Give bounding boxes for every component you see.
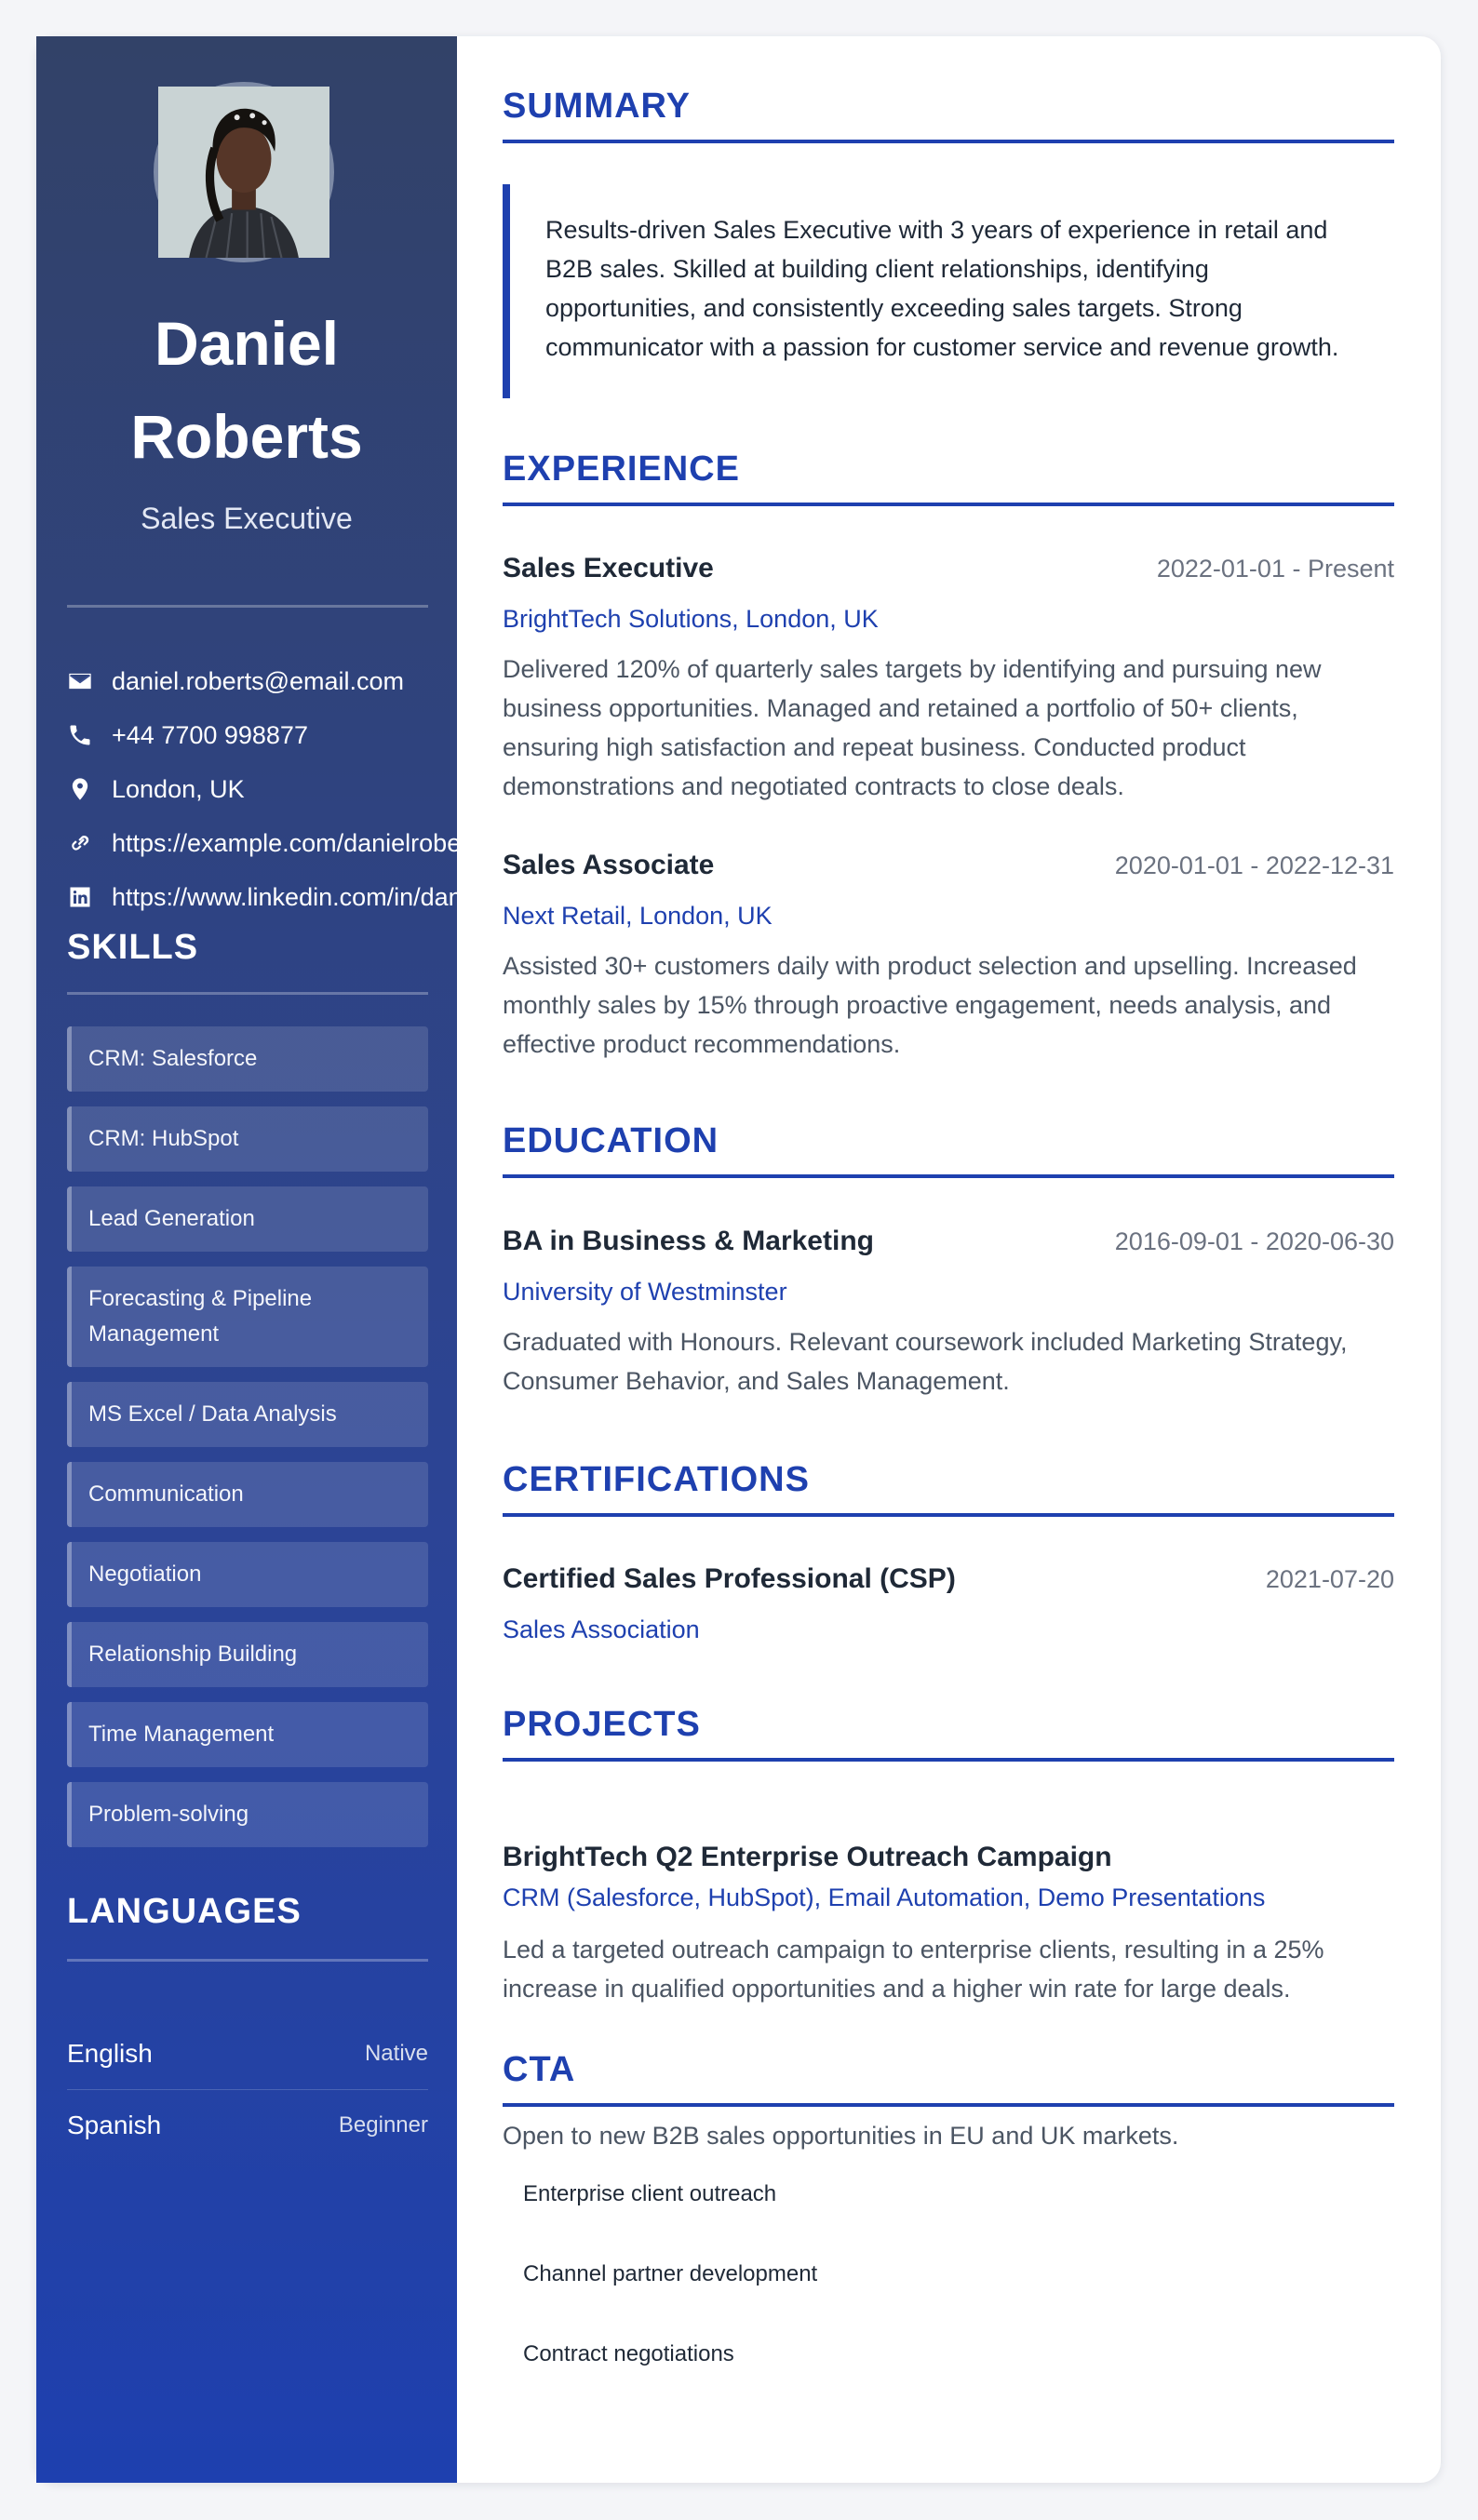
resume-page: [36, 36, 1441, 2483]
skill-item: Time Management: [67, 1702, 428, 1767]
summary-heading: SUMMARY: [503, 87, 1394, 143]
skill-item: Relationship Building: [67, 1622, 428, 1687]
first-name: Daniel: [154, 309, 340, 378]
education-item: [503, 1218, 1394, 1401]
language-level: Native: [364, 2041, 428, 2066]
languages-heading: LANGUAGES: [67, 1892, 302, 1931]
certifications-heading: CERTIFICATIONS: [503, 1460, 1394, 1517]
experience-item: [503, 545, 1394, 806]
school-name: University of Westminster: [503, 1278, 787, 1306]
skill-item: CRM: Salesforce: [67, 1026, 428, 1092]
job-company: BrightTech Solutions, London, UK: [503, 605, 879, 633]
certification-date: 2021-07-20: [1265, 1564, 1394, 1593]
language-item: [67, 2018, 428, 2090]
project-name: BrightTech Q2 Enterprise Outreach Campaign: [503, 1842, 1112, 1872]
skill-item: Negotiation: [67, 1542, 428, 1607]
contact-phone[interactable]: [67, 708, 477, 762]
languages-list: [67, 2018, 428, 2161]
skill-item: Problem-solving: [67, 1782, 428, 1847]
education-dates: 2016-09-01 - 2020-06-30: [1114, 1226, 1394, 1255]
full-name: [36, 297, 457, 483]
cta-list: [523, 2181, 817, 2421]
cta-text: Open to new B2B sales opportunities in EU and UK markets.: [503, 2122, 1179, 2150]
contact-website[interactable]: [67, 816, 490, 870]
language-name: English: [67, 2039, 153, 2068]
contact-text: +44 7700 998877: [112, 720, 308, 749]
cta-heading: CTA: [503, 2050, 1394, 2107]
job-role: Sales Executive: [503, 553, 714, 583]
job-dates: 2020-01-01 - 2022-12-31: [1114, 851, 1394, 879]
cta-item: Enterprise client outreach: [523, 2181, 777, 2206]
contact-text: London, UK: [112, 774, 245, 803]
experience-heading: EXPERIENCE: [503, 449, 1394, 506]
experience-item: [503, 842, 1394, 1064]
contact-list: [67, 654, 566, 924]
job-title: Sales Executive: [141, 502, 353, 535]
skill-item: Communication: [67, 1462, 428, 1527]
certification-issuer: Sales Association: [503, 1615, 700, 1643]
contact-location: [67, 762, 477, 816]
job-description: Assisted 30+ customers daily with product selection and upselling. Increased monthly sales by 15% through proactive engagement, needs analysis, and effective product recommendations.: [503, 952, 1357, 1058]
project-item: [503, 1839, 1394, 2008]
skills-list: [67, 1026, 428, 1862]
linkedin-icon: [67, 884, 112, 910]
map-pin-icon: [67, 776, 112, 802]
education-description: Graduated with Honours. Relevant coursework included Marketing Strategy, Consumer Behavior, and Sales Management.: [503, 1328, 1348, 1395]
job-description: Delivered 120% of quarterly sales targets by identifying and pursuing new business opportunities. Managed and retained a portfolio of 50+ clients, ensuring high satisfaction and repeat business. Conducted product demonstrations and negotiated contracts to close deals.: [503, 655, 1322, 800]
avatar: [154, 82, 334, 262]
cta-item: Contract negotiations: [523, 2341, 734, 2366]
certification-name: Certified Sales Professional (CSP): [503, 1563, 956, 1594]
summary-text: Results-driven Sales Executive with 3 years of experience in retail and B2B sales. Skilled at building client relationships, identifying opportunities, and consistently exceeding sales targets. Strong communicator with a passion for customer service and revenue growth.: [503, 184, 1394, 398]
cta-item: Channel partner development: [523, 2261, 818, 2286]
contact-text: daniel.roberts@email.com: [112, 666, 405, 695]
contact-text: https://www.linkedin.com/in/danielroberts: [112, 882, 566, 911]
skill-item: CRM: HubSpot: [67, 1106, 428, 1172]
language-level: Beginner: [338, 2112, 428, 2138]
sidebar-divider: [67, 605, 428, 608]
phone-icon: [67, 722, 112, 748]
skill-item: Forecasting & Pipeline Management: [67, 1267, 428, 1367]
contact-text: https://example.com/danielroberts: [112, 828, 490, 857]
skill-item: MS Excel / Data Analysis: [67, 1382, 428, 1447]
education-heading: EDUCATION: [503, 1121, 1394, 1178]
project-description: Led a targeted outreach campaign to enterprise clients, resulting in a 25% increase in qualified opportunities and a higher win rate for large deals.: [503, 1936, 1324, 2003]
language-name: Spanish: [67, 2111, 162, 2139]
skills-heading: SKILLS: [67, 928, 199, 967]
job-company: Next Retail, London, UK: [503, 902, 773, 930]
language-item: [67, 2090, 428, 2161]
portrait-image: [158, 87, 329, 258]
skill-item: Lead Generation: [67, 1186, 428, 1252]
last-name: Roberts: [130, 402, 363, 471]
contact-linkedin[interactable]: [67, 870, 566, 924]
link-icon: [67, 830, 112, 856]
job-dates: 2022-01-01 - Present: [1156, 554, 1394, 583]
degree-name: BA in Business & Marketing: [503, 1226, 874, 1256]
contact-email[interactable]: [67, 654, 477, 708]
languages-divider: [67, 1959, 428, 1962]
projects-heading: PROJECTS: [503, 1705, 1394, 1762]
job-role: Sales Associate: [503, 850, 715, 880]
certification-item: [503, 1556, 1394, 1649]
project-tech: CRM (Salesforce, HubSpot), Email Automation, Demo Presentations: [503, 1883, 1266, 1911]
skills-divider: [67, 992, 428, 995]
envelope-icon: [67, 668, 112, 694]
